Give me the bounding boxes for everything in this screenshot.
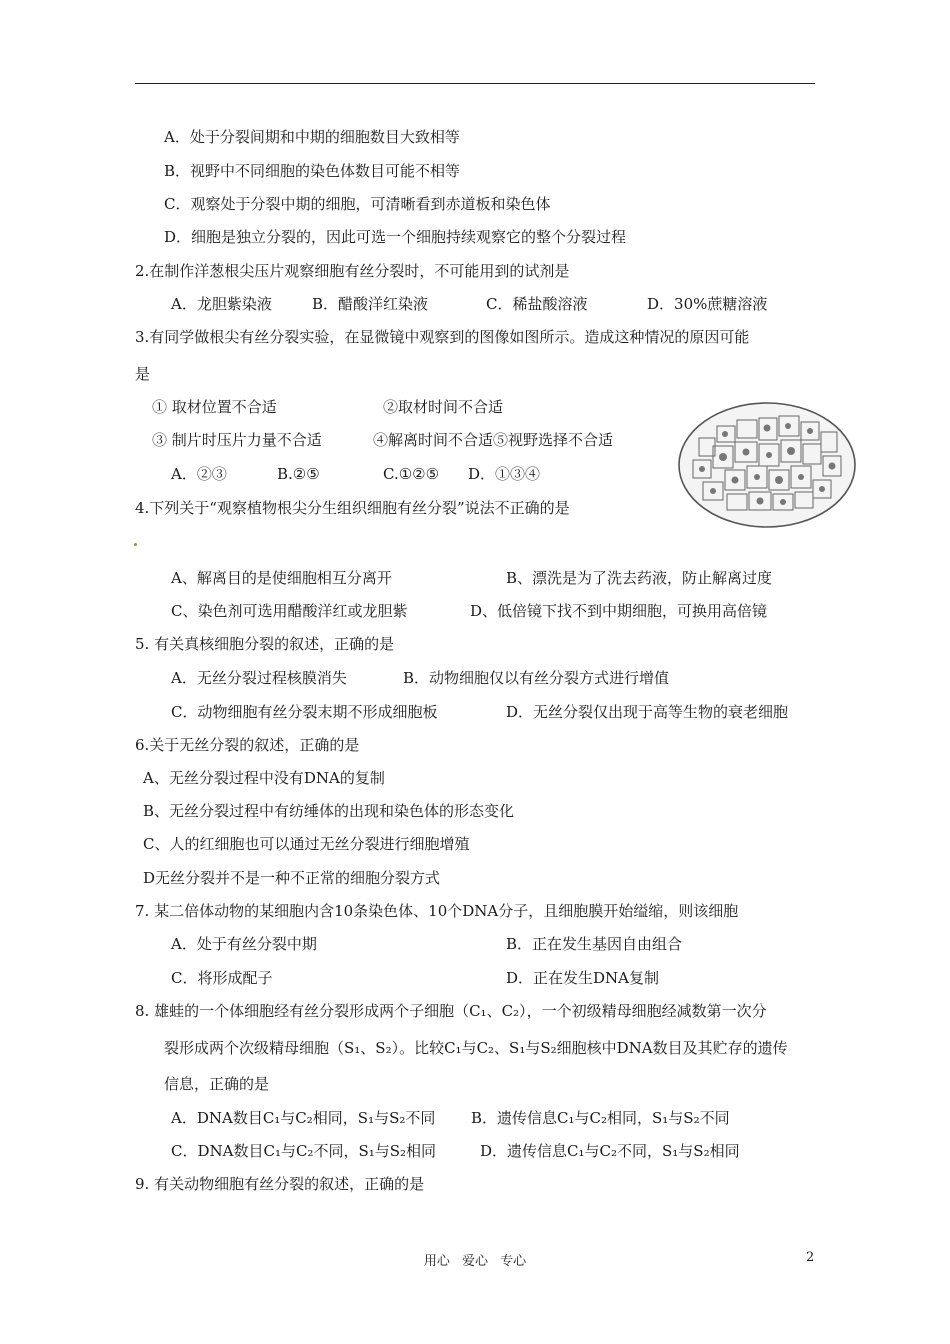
q3-option-d: D．①③④ [468, 465, 541, 483]
q3-choice-3: ③ 制片时压片力量不合适 [152, 431, 322, 449]
q3-stem-line1: 3.有同学做根尖有丝分裂实验，在显微镜中观察到的图像如图所示。造成这种情况的原因可能 [135, 328, 750, 346]
q4-stem: 4.下列关于“观察植物根尖分生组织细胞有丝分裂”说法不正确的是 [135, 499, 570, 517]
q1-option-b: B．视野中不同细胞的染色体数目可能不相等 [164, 162, 461, 180]
q8-stem-line3: 信息，正确的是 [164, 1075, 270, 1093]
q7-stem: 7. 某二倍体动物的某细胞内含10条染色体、10个DNA分子，且细胞膜开始缢缩，则该细胞 [135, 902, 739, 920]
q4-option-a: A、解离目的是使细胞相互分离开 [171, 569, 392, 587]
q8-stem-line2: 裂形成两个次级精母细胞（S₁、S₂）。比较C₁与C₂、S₁与S₂细胞核中DNA数目及其贮存的遗传 [164, 1039, 788, 1057]
q2-option-a: A．龙胆紫染液 [171, 295, 272, 313]
q8-option-b: B．遗传信息C₁与C₂相同，S₁与S₂不同 [471, 1109, 730, 1127]
q7-option-d: D．正在发生DNA复制 [506, 969, 660, 987]
q9-stem: 9. 有关动物细胞有丝分裂的叙述，正确的是 [135, 1175, 425, 1193]
footer-motto: 用心 爱心 专心 [423, 1254, 527, 1269]
q8-stem-line1: 8. 雄蛙的一个体细胞经有丝分裂形成两个子细胞（C₁、C₂），一个初级精母细胞经减数第一次分 [135, 1002, 767, 1020]
q6-option-a: A、无丝分裂过程中没有DNA的复制 [143, 769, 385, 787]
q7-option-b: B．正在发生基因自由组合 [506, 935, 683, 953]
q3-option-b: B.②⑤ [277, 465, 320, 483]
q2-option-c: C．稀盐酸溶液 [486, 295, 588, 313]
q1-option-c: C．观察处于分裂中期的细胞，可清晰看到赤道板和染色体 [164, 195, 551, 213]
q3-stem-line2: 是 [135, 365, 151, 383]
microscope-field-figure [675, 400, 860, 530]
q8-option-d: D．遗传信息C₁与C₂不同，S₁与S₂相同 [480, 1142, 740, 1160]
q6-stem: 6.关于无丝分裂的叙述，正确的是 [135, 736, 360, 754]
q5-option-d: D．无丝分裂仅出现于高等生物的衰老细胞 [506, 703, 789, 721]
q5-option-c: C．动物细胞有丝分裂末期不形成细胞板 [171, 703, 438, 721]
header-rule [135, 83, 815, 84]
q5-option-b: B．动物细胞仅以有丝分裂方式进行增值 [403, 669, 670, 687]
q2-option-d: D．30%蔗糖溶液 [647, 295, 768, 313]
q3-option-a: A．②③ [171, 465, 227, 483]
q7-option-a: A．处于有丝分裂中期 [171, 935, 317, 953]
q7-option-c: C．将形成配子 [171, 969, 273, 987]
q8-option-a: A．DNA数目C₁与C₂相同，S₁与S₂不同 [171, 1109, 436, 1127]
q3-choice-1: ① 取材位置不合适 [152, 398, 277, 416]
q3-choice-2: ②取材时间不合适 [383, 398, 504, 416]
q8-option-c: C．DNA数目C₁与C₂不同，S₁与S₂相同 [171, 1142, 437, 1160]
q6-option-c: C、人的红细胞也可以通过无丝分裂进行细胞增殖 [143, 835, 470, 853]
q4-option-d: D、低倍镜下找不到中期细胞，可换用高倍镜 [470, 602, 768, 620]
page-number: 2 [806, 1250, 815, 1265]
q5-stem: 5. 有关真核细胞分裂的叙述，正确的是 [135, 635, 395, 653]
q6-option-d: D无丝分裂并不是一种不正常的细胞分裂方式 [143, 869, 441, 887]
q5-option-a: A．无丝分裂过程核膜消失 [171, 669, 347, 687]
q3-choice-4-5: ④解离时间不合适⑤视野选择不合适 [373, 431, 614, 449]
q4-option-b: B、漂洗是为了洗去药液，防止解离过度 [506, 569, 773, 587]
q3-option-c: C.①②⑤ [383, 465, 440, 483]
q1-option-d: D．细胞是独立分裂的，因此可选一个细胞持续观察它的整个分裂过程 [164, 228, 627, 246]
q2-option-b: B．醋酸洋红染液 [312, 295, 429, 313]
q4-option-c: C、染色剂可选用醋酸洋红或龙胆紫 [171, 602, 408, 620]
stray-mark [134, 543, 137, 546]
q6-option-b: B、无丝分裂过程中有纺缍体的出现和染色体的形态变化 [143, 802, 515, 820]
q1-option-a: A．处于分裂间期和中期的细胞数目大致相等 [164, 128, 460, 146]
q2-stem: 2.在制作洋葱根尖压片观察细胞有丝分裂时，不可能用到的试剂是 [135, 262, 570, 280]
